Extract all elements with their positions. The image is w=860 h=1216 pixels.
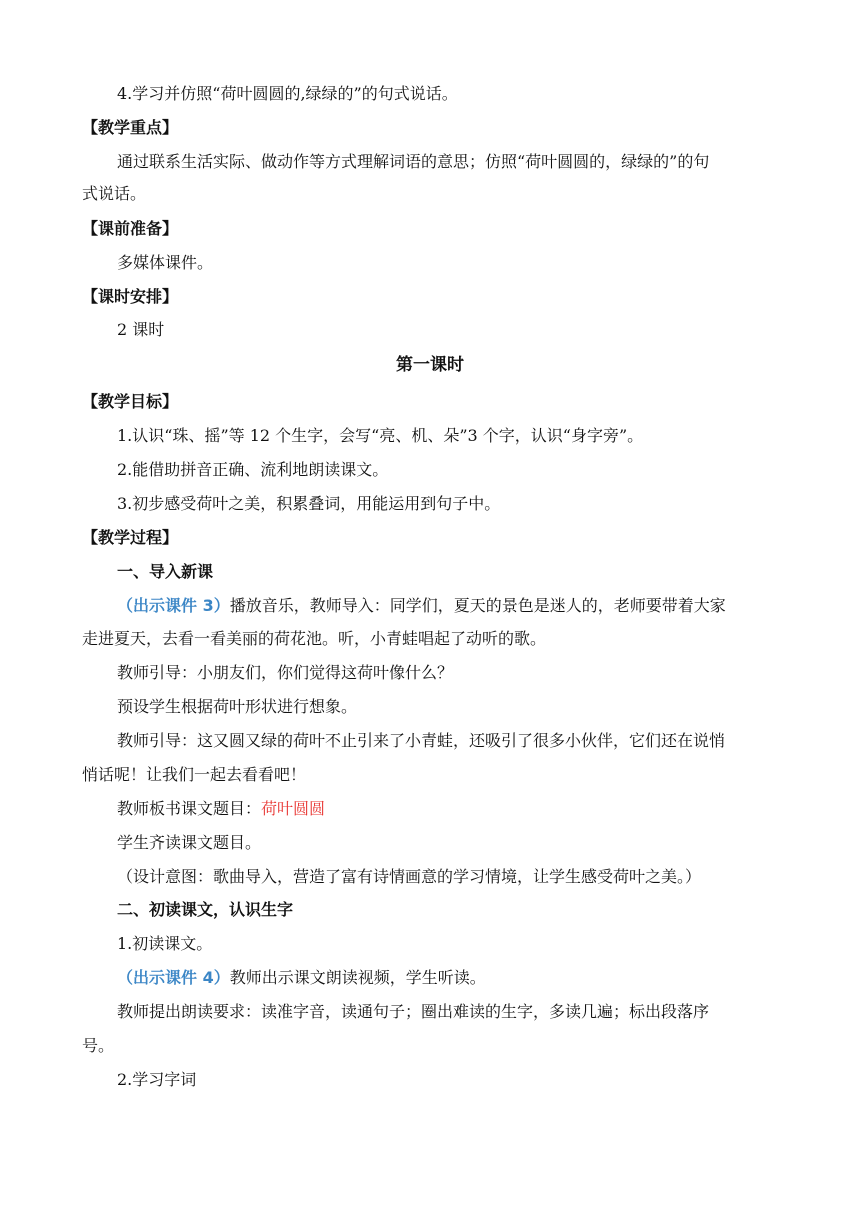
text-line: 4.学习并仿照“荷叶圆圆的,绿绿的”的句式说话。 — [117, 84, 458, 103]
text-line: 走进夏天，去看一看美丽的荷花池。听，小青蛙唱起了动听的歌。 — [82, 629, 547, 648]
text-line: （设计意图：歌曲导入，营造了富有诗情画意的学习情境，让学生感受荷叶之美。） — [117, 867, 702, 886]
text-line — [117, 595, 726, 617]
text-line: 教师提出朗读要求：读准字音，读通句子；圈出难读的生字，多读几遍；标出段落序 — [117, 1002, 710, 1021]
text-line: 1.初读课文。 — [117, 934, 213, 953]
section-heading-prep: 【课前准备】 — [82, 219, 179, 238]
text-line: 预设学生根据荷叶形状进行想象。 — [117, 697, 358, 716]
subsection-heading-first-read: 二、初读课文，认识生字 — [117, 900, 294, 919]
text-span: 播放音乐，教师导入：同学们，夏天的景色是迷人的，老师要带着大家 — [229, 596, 726, 615]
text-line: 号。 — [82, 1036, 115, 1055]
subsection-heading-intro: 一、导入新课 — [117, 562, 214, 581]
section-heading-focus: 【教学重点】 — [82, 118, 179, 137]
text-span: 教师板书课文题目： — [117, 799, 262, 818]
text-line — [117, 967, 486, 989]
section-heading-goals: 【教学目标】 — [82, 392, 179, 411]
text-line: 1.认识“珠、摇”等 12 个生字，会写“亮、机、朵”3 个字，认识“身字旁”。 — [117, 426, 644, 445]
section-heading-process: 【教学过程】 — [82, 528, 179, 547]
lesson-title-highlight: 荷叶圆圆 — [261, 799, 326, 818]
text-line: 多媒体课件。 — [117, 253, 214, 272]
courseware-tag: （出示课件 4） — [117, 968, 230, 987]
lesson-title: 第一课时 — [396, 355, 464, 375]
text-line: 教师引导：小朋友们，你们觉得这荷叶像什么？ — [117, 663, 454, 682]
section-heading-schedule: 【课时安排】 — [82, 287, 179, 306]
text-line: 3.初步感受荷叶之美，积累叠词，用能运用到句子中。 — [117, 494, 501, 513]
text-line — [117, 798, 325, 820]
text-line: 学生齐读课文题目。 — [117, 833, 262, 852]
text-line: 教师引导：这又圆又绿的荷叶不止引来了小青蛙，还吸引了很多小伙伴，它们还在说悄 — [117, 731, 726, 750]
text-line: 式说话。 — [82, 184, 147, 203]
text-line: 通过联系生活实际、做动作等方式理解词语的意思；仿照“荷叶圆圆的，绿绿的”的句 — [117, 152, 710, 171]
text-line: 悄话呢！让我们一起去看看吧！ — [82, 765, 307, 784]
courseware-tag: （出示课件 3） — [117, 596, 230, 615]
text-span: 教师出示课文朗读视频，学生听读。 — [229, 968, 486, 987]
text-line: 2 课时 — [117, 320, 165, 339]
text-line: 2.学习字词 — [117, 1070, 197, 1089]
text-line: 2.能借助拼音正确、流利地朗读课文。 — [117, 460, 389, 479]
